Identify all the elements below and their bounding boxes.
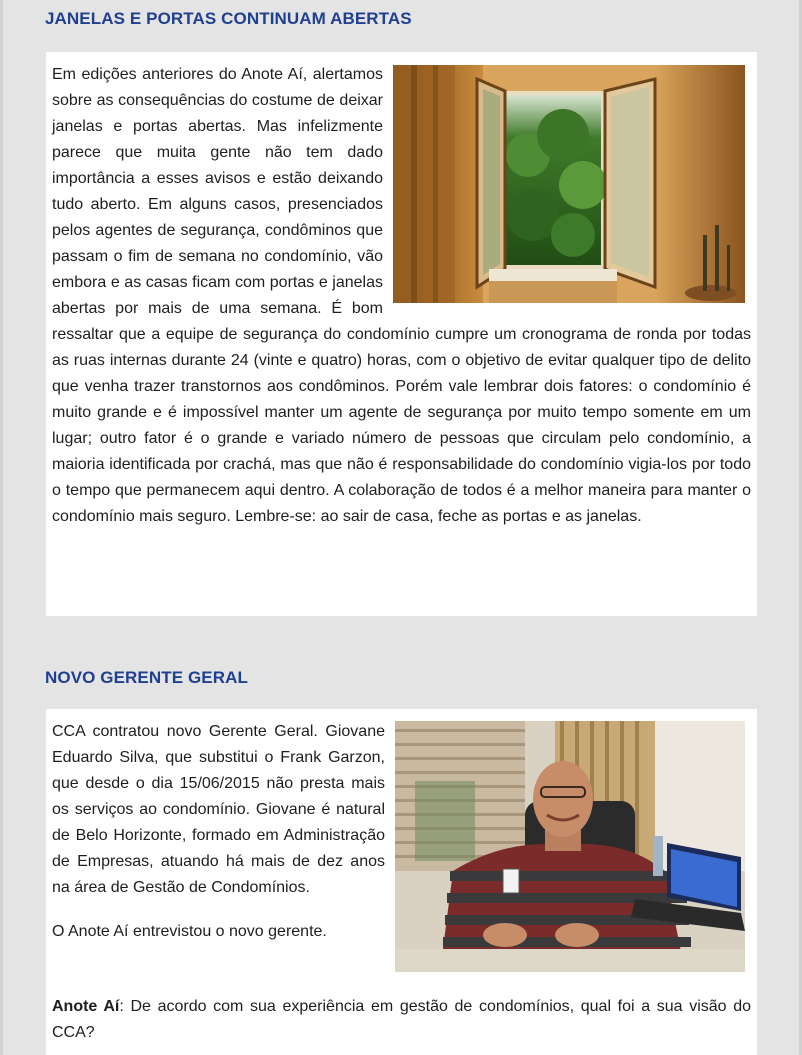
page-frame-left <box>0 0 3 1055</box>
interview-question-text: : De acordo com sua experiência em gestão de condomínios, qual foi a sua visão do CCA? <box>52 998 751 1041</box>
article-title-janelas: JANELAS E PORTAS CONTINUAM ABERTAS <box>45 9 412 28</box>
article-paragraph-intro: CCA contratou novo Gerente Geral. Giovane Eduardo Silva, que substitui o Frank Garzon, que desde o dia 15/06/2015 não presta mais os serviços ao condomínio. Giovane é natural de Belo Horizonte, formado em Administração de Empresas, atuando há mais de dez anos na área de Gestão de Condomínios. <box>52 723 385 896</box>
article-body-janelas: Em edições anteriores do Anote Aí, alertamos sobre as consequências do costume de deixar janelas e portas abertas. Mas infelizmente parece que muita gente não tem dado importância a esses avisos e estão deixando tudo aberto. Em alguns casos, presenciados pelos agentes de segurança, condôminos que passam o fim de semana no condomínio, vão embora e as casas ficam com portas e janelas abertas por mais de uma semana. É bom ressaltar que a equipe de segurança do condomínio cumpre um cronograma de ronda por todas as ruas internas durante 24 (vinte e quatro) horas, com o objetivo de evitar qualquer tipo de delito que venha trazer transtornos aos condôminos. Porém vale lembrar dois fatores: o condomínio é muito grande e é impossível manter um agente de segurança por muito tempo somente em um lugar; outro fator é o grande e variado número de pessoas que circulam pelo condomínio, a maioria identificada por crachá, mas que não é responsabilidade do condomínio vigia-los por todo o tempo que permanecem aqui dentro. A colaboração de todos é a melhor maneira para manter o condomínio mais seguro. Lembre-se: ao sair de casa, feche as portas e as janelas. <box>52 66 751 525</box>
article-card-janelas <box>46 52 757 616</box>
interview-question-label: Anote Aí <box>52 998 120 1015</box>
article-title-gerente: NOVO GERENTE GERAL <box>45 668 248 687</box>
article-paragraph-interview: O Anote Aí entrevistou o novo gerente. <box>52 923 327 940</box>
manager-portrait-photo <box>395 721 745 972</box>
interview-question <box>52 994 751 1046</box>
article-card-gerente <box>46 709 757 1055</box>
open-window-photo <box>393 65 745 303</box>
